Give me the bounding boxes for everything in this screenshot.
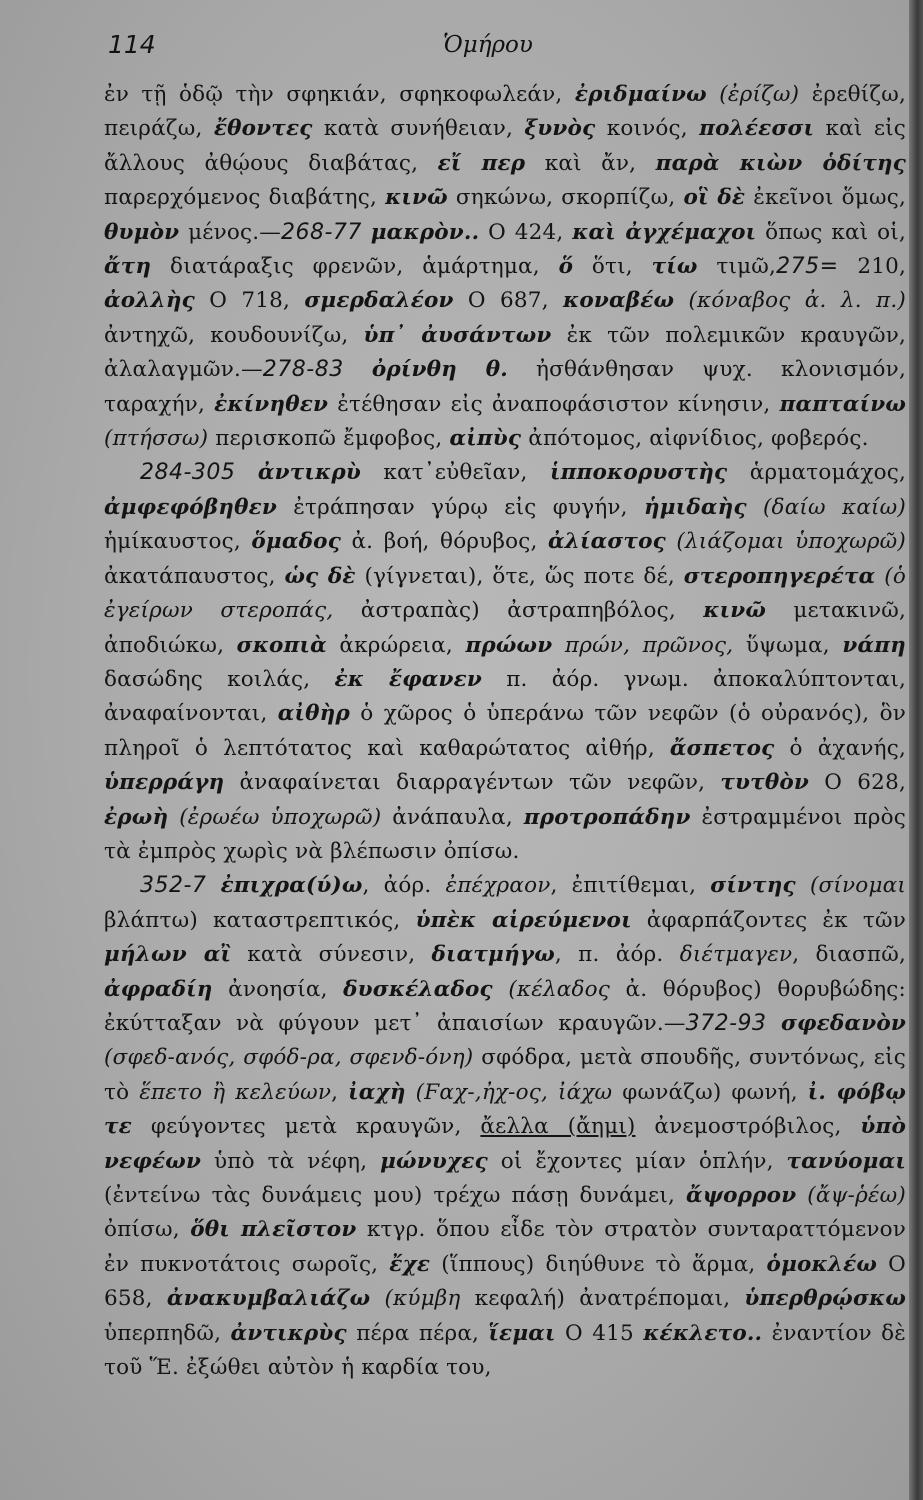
lemma-term: ὑπ᾽ ἀυσάντων xyxy=(363,322,552,348)
lemma-term: αἰπὺς xyxy=(449,426,522,452)
text-run: (γίγνεται), ὅτε, ὥς ποτε δέ, xyxy=(355,563,684,589)
etymology-gloss: (ὁ ἐγείρων στεροπάς, xyxy=(104,563,906,624)
lemma-term: ἀντικρὺ xyxy=(257,460,361,486)
lemma-term: εἴ περ xyxy=(437,150,526,176)
line-reference: 268-77 xyxy=(280,219,362,245)
lemma-term: νάπη xyxy=(842,632,906,658)
text-run: , ἐπιτίθεμαι, xyxy=(550,873,711,899)
lemma-term: ἐπιχρα(ύ)ω xyxy=(220,873,363,899)
paragraph xyxy=(104,78,906,456)
text-run: ἀντηχῶ, κουδουνίζω, xyxy=(104,322,364,348)
lemma-term: μακρὸν.. xyxy=(370,219,480,245)
text-run: Ο 687, xyxy=(453,288,564,314)
line-reference: 352-7 xyxy=(140,873,207,899)
lemma-term: κινῶ xyxy=(703,598,766,624)
text-run xyxy=(362,220,371,245)
lemma-term: ἐκ ἔφανεν xyxy=(334,666,483,692)
lemma-term: παπταίνω xyxy=(779,391,906,417)
lemma-term: θυμὸν xyxy=(104,219,180,245)
lemma-term: διατμήγω xyxy=(431,942,555,968)
etymology-gloss: (κέλαδος xyxy=(492,976,626,1002)
lemma-term: αἰθὴρ xyxy=(277,701,350,727)
lemma-term: τίω xyxy=(651,254,698,280)
text-run: πέρα πέρα, xyxy=(346,1320,489,1346)
text-run xyxy=(767,1011,781,1036)
lemma-term: σκοπιὰ xyxy=(236,632,327,658)
etymology-gloss: πρών, πρῶνος, xyxy=(552,632,746,658)
lemma-term: στεροπηγερέτα xyxy=(683,563,876,589)
text-run: ἀκρώρεια, xyxy=(326,632,466,658)
text-run xyxy=(206,873,220,898)
lemma-term: ἡμιδαὴς xyxy=(643,494,747,520)
lemma-term: κινῶ xyxy=(385,185,448,211)
etymology-gloss: διέτμαγεν xyxy=(679,942,793,968)
etymology-gloss: (δαίω καίω) xyxy=(746,494,906,520)
line-reference: 372-93 xyxy=(685,1010,767,1036)
lemma-term: κέκλετο.. xyxy=(643,1320,763,1346)
lemma-term: ὁμοκλέω xyxy=(766,1251,878,1277)
lemma-term: ὑπὸ νεφέων xyxy=(104,1114,906,1174)
lemma-term: σμερδαλέον xyxy=(304,288,454,314)
text-run: Ο 658, xyxy=(104,1251,906,1312)
lemma-term: οἳ δὲ xyxy=(683,185,746,211)
lemma-term: ὀρίνθη θ. xyxy=(371,357,508,383)
lemma-term: προτροπάδην xyxy=(523,804,691,830)
lemma-term: ὅμαδος xyxy=(251,529,341,555)
text-run: (ἵππους) διηύθυνε τὸ ἅρμα, xyxy=(430,1251,767,1277)
etymology-gloss: (λιάζομαι ὑποχωρῶ) xyxy=(665,529,907,555)
text-run: ὀπίσω, xyxy=(104,1217,191,1243)
text-run: ἐτράπησαν γύρῳ εἰς φυγήν, xyxy=(277,494,644,520)
text-run: ὅτι, xyxy=(573,254,652,280)
etymology-gloss: (Ϝαχ-,ἠχ-ος, ἰάχω xyxy=(405,1079,623,1105)
lemma-term: ἐρωὴ xyxy=(104,804,169,830)
text-run: κτγρ. ὅπου εἶδε τὸν στρατὸν συνταραττόμενον ἐν πυκνοτάτοις σωροῖς, xyxy=(104,1217,906,1277)
lemma-term: ὅ xyxy=(558,254,574,280)
text-run: ἀφαρπάζοντες ἐκ τῶν xyxy=(631,907,907,933)
text-run: ἐκ τῶν πολεμικῶν κραυγῶν, ἀλαλαγμῶν.— xyxy=(104,322,906,383)
lemma-term: ὑπὲκ αἱρεύμενοι xyxy=(415,907,632,933)
etymology-gloss: (ἐρίζω) xyxy=(706,82,812,107)
text-run: καὶ ἄν, xyxy=(525,150,656,176)
text-run xyxy=(235,460,257,485)
text-run: ἠσθάνθησαν ψυχ. κλονισμόν, ταραχήν, xyxy=(104,357,906,417)
text-run: ἐτέθησαν εἰς ἀναποφάσιστον κίνησιν, xyxy=(328,391,780,417)
lemma-term: ἀολλὴς xyxy=(104,288,195,314)
text-run: 210, xyxy=(838,254,906,280)
line-reference: 278-83 xyxy=(262,357,344,383)
lemma-term: ὡς δὲ xyxy=(284,563,356,589)
commentary-text xyxy=(104,78,906,1385)
line-reference: 275= xyxy=(776,254,839,280)
text-run: π. ἀόρ. γνωμ. ἀποκαλύπτονται, ἀναφαίνονται, xyxy=(104,666,906,727)
lemma-term: ξυνὸς xyxy=(524,116,596,142)
text-run: ἐν τῇ ὁδῷ τὴν σφηκιάν, σφηκοφωλεάν, xyxy=(104,82,575,107)
lemma-term: παρὰ κιὼν ὁδίτης xyxy=(655,150,906,176)
text-run: περισκοπῶ ἔμφοβος, xyxy=(215,426,450,452)
lemma-term: ἀντικρὺς xyxy=(230,1320,347,1346)
lemma-term: ἰ. φόβῳ τε xyxy=(104,1079,906,1140)
etymology-gloss: (ἐρωέω ὑποχωρῶ) xyxy=(168,804,393,830)
text-run: κοινός, xyxy=(595,116,700,142)
text-run: δασώδης κοιλάς, xyxy=(104,666,335,692)
lemma-term: ἔθοντες xyxy=(213,116,313,142)
lemma-term: ἄσπετος xyxy=(669,735,775,761)
text-run: (ἐντείνω τὰς δυνάμεις μου) τρέχω πάσῃ δυνάμει, xyxy=(104,1183,686,1208)
text-run: ἀνεμοστρόβιλος, xyxy=(635,1114,861,1140)
page-header xyxy=(108,30,898,70)
text-run: ὑπερπηδῶ, xyxy=(104,1320,231,1346)
text-run: βλάπτω) καταστρεπτικός, xyxy=(104,907,416,933)
lemma-term: πολέεσσι xyxy=(699,116,815,142)
lemma-term: μώνυχες xyxy=(380,1148,488,1174)
text-run: οἱ ἔχοντες μίαν ὁπλήν, xyxy=(487,1148,787,1174)
lemma-term: πρώων xyxy=(465,632,553,658)
text-run: ἐκεῖνοι ὅμως, xyxy=(745,185,907,211)
lemma-term: ἔχε xyxy=(389,1251,431,1277)
text-run: διατάραξις φρενῶν, ἁμάρτημα, xyxy=(151,254,559,280)
text-run xyxy=(344,357,372,382)
lemma-term: τυτθὸν xyxy=(720,770,810,796)
text-run: σφόδρα, μετὰ σπουδῆς, συντόνως, εἰς τὸ xyxy=(104,1045,906,1105)
text-run: παρερχόμενος διαβάτης, xyxy=(104,185,386,211)
lemma-term: ἀνακυμβαλιάζω xyxy=(166,1286,371,1312)
text-run: ἁρματομάχος, xyxy=(727,460,906,486)
running-title: Ὁμήρου xyxy=(443,32,533,58)
line-reference: 284-305 xyxy=(140,460,236,486)
text-run: τιμῶ, xyxy=(697,254,777,280)
text-run: σηκώνω, σκορπίζω, xyxy=(447,185,684,211)
text-run: , διασπῶ, xyxy=(792,942,906,968)
text-run: καὶ εἰς ἄλλους ἀθῴους διαβάτας, xyxy=(104,116,907,176)
text-run: Ο 415 xyxy=(555,1320,644,1346)
lemma-term: ὑπερθρῴσκω xyxy=(744,1286,906,1312)
text-run: Ο 628, xyxy=(809,770,906,796)
text-run: , π. ἀόρ. xyxy=(554,942,680,968)
lemma-term: κοναβέω xyxy=(563,288,675,314)
text-run: ἀκατάπαυστος, xyxy=(104,563,285,589)
text-run: ὕψωμα, xyxy=(745,632,843,658)
text-run: κεφαλή) ἀνατρέπομαι, xyxy=(474,1286,745,1312)
lemma-term: ἀφραδίη xyxy=(104,976,213,1002)
text-run: ἐναντίον δὲ τοῦ Ἕ. ἐξώθει αὐτὸν ἡ καρδία του, xyxy=(104,1320,906,1381)
lemma-term: ἄψορρον xyxy=(685,1183,797,1208)
text-run: ὁ ἀχανής, xyxy=(774,735,906,761)
paragraph xyxy=(104,456,906,869)
etymology-gloss: (σίνομαι xyxy=(795,873,906,899)
paragraph xyxy=(104,869,906,1385)
page-number: 114 xyxy=(108,30,156,59)
etymology-gloss: ἕπετο ἢ κελεύων xyxy=(139,1079,332,1105)
text-run: ἀνάπαυλα, xyxy=(392,804,524,830)
etymology-gloss: ἐπέχραον xyxy=(445,873,551,899)
lemma-term: ἰαχὴ xyxy=(348,1079,406,1105)
lemma-term: ἀλίαστος xyxy=(547,529,666,555)
text-run: ἡμίκαυστος, xyxy=(104,529,252,555)
lemma-term: δυσκέλαδος xyxy=(343,976,493,1002)
lemma-term: σφεδανὸν xyxy=(780,1010,906,1036)
text-run: φωνάζω) φωνή, xyxy=(622,1079,808,1105)
lemma-term: ἄτη xyxy=(104,254,152,280)
text-run: , xyxy=(331,1079,349,1105)
text-run: ἐστραμμένοι πρὸς τὰ ἐμπρὸς χωρὶς νὰ βλέπωσιν ὀπίσω. xyxy=(104,804,906,864)
lemma-term: καὶ ἀγχέμαχοι xyxy=(572,219,757,245)
lemma-term: ὅθι πλεῖστον xyxy=(190,1217,357,1243)
etymology-gloss: (πτήσσω) xyxy=(104,426,216,452)
lemma-term: τανύομαι xyxy=(786,1148,906,1174)
lemma-term: ἀμφεφόβηθεν xyxy=(104,494,278,520)
text-run: ἀναφαίνεται διαρραγέντων τῶν νεφῶν, xyxy=(224,770,721,796)
text-run: φεύγοντες μετὰ κραυγῶν, xyxy=(131,1114,481,1140)
lemma-term: ἵεμαι xyxy=(488,1320,556,1346)
text-run: ὁ χῶρος ὁ ὑπεράνω τῶν νεφῶν (ὁ οὐρανός), ὃν πληροῖ ὁ λεπτότατος καὶ καθαρώτατος αἰθήρ, xyxy=(104,701,906,761)
text-run: κατὰ συνήθειαν, xyxy=(312,116,525,142)
underlined-term: ἄελλα (ἄημι) xyxy=(480,1114,636,1140)
text-run: Ο 424, xyxy=(479,219,573,245)
lemma-term: ὑπερράγη xyxy=(104,770,225,796)
text-run: ὑπὸ τὰ νέφη, xyxy=(201,1148,381,1174)
page-edge-shadow xyxy=(909,0,923,1500)
lemma-term: ἐκίνηθεν xyxy=(214,391,329,417)
etymology-gloss: (σφεδ-ανός, σφόδ-ρα, σφενδ-όνη) xyxy=(104,1045,482,1071)
text-run: μετακινῶ, ἀποδιώκω, xyxy=(104,598,906,658)
etymology-gloss: (κύμβη xyxy=(370,1286,475,1312)
text-run: ὅπως καὶ οἱ, xyxy=(756,219,906,245)
lemma-term: μήλων αἲ xyxy=(104,942,232,968)
text-run: ἀ. βοή, θόρυβος, xyxy=(340,529,548,555)
text-run: ἀνοησία, xyxy=(212,976,344,1002)
text-run: , ἀόρ. xyxy=(362,873,446,899)
text-run: Ο 718, xyxy=(194,288,305,314)
text-run: ἐρεθίζω, πειράζω, xyxy=(104,82,906,142)
lemma-term: ἱπποκορυστὴς xyxy=(549,460,728,486)
text-run: κατὰ σύνεσιν, xyxy=(231,942,432,968)
text-run: ἀπότομος, αἰφνίδιος, φοβερός. xyxy=(521,426,869,452)
text-run: κατ᾽εὐθεῖαν, xyxy=(360,460,550,486)
text-run: ἀστραπὰς) ἀστραπηβόλος, xyxy=(360,598,704,624)
text-run: ἀ. θόρυβος) θορυβώδης: ἐκύτταξαν νὰ φύγουν μετ᾽ ἀπαισίων κραυγῶν.— xyxy=(104,976,906,1036)
lemma-term: ἐριδμαίνω xyxy=(574,82,707,107)
text-run: μένος.— xyxy=(179,219,281,245)
etymology-gloss: (ἄψ-ῥέω) xyxy=(796,1183,906,1208)
lemma-term: σίντης xyxy=(710,873,796,899)
etymology-gloss: (κόναβος ἀ. λ. π.) xyxy=(674,288,906,314)
